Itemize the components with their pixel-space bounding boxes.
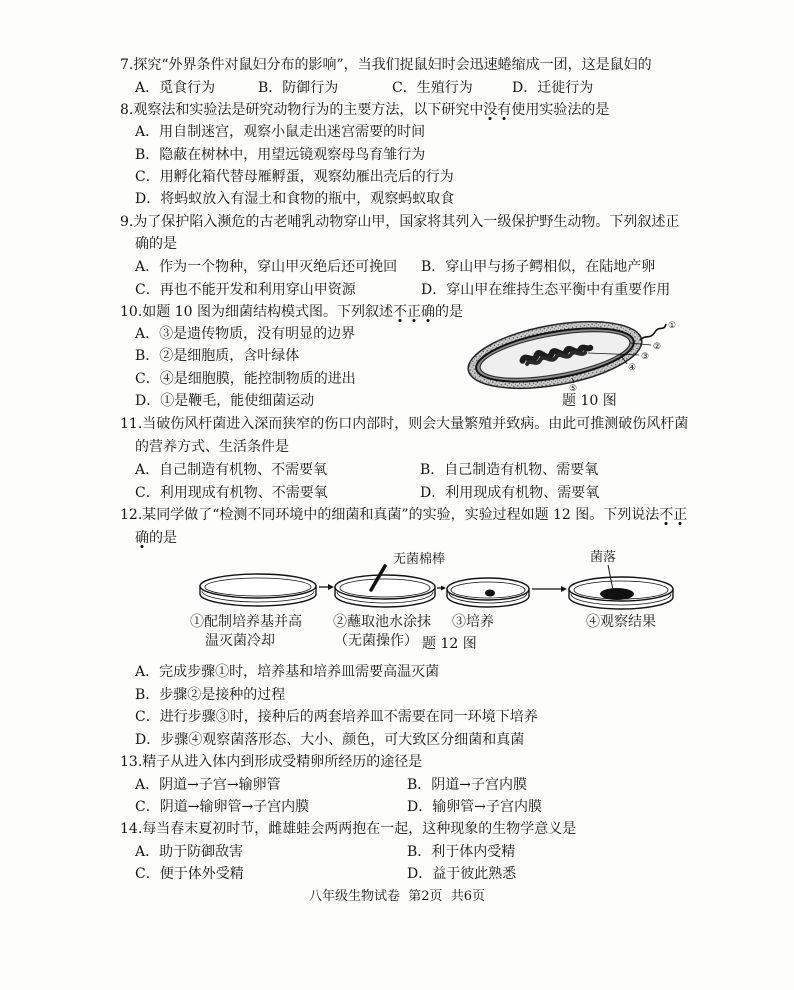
question-12-text-pre: 某同学做了“检测不同环境中的细菌和真菌”的实验，实验过程如题 12 图。下列说法 [142, 507, 660, 523]
question-7-option-d: D．迁徙行为 [512, 80, 594, 96]
arrow-2 [437, 586, 446, 591]
label-3: ③ [641, 352, 650, 362]
colony-label: 菌落 [590, 550, 617, 565]
flagellum [640, 324, 666, 340]
question-8-emphasis: 没有 [483, 102, 511, 121]
question-9-text-line2: 确的是 [135, 236, 177, 252]
question-10-option-b: B．②是细胞质，含叶绿体 [135, 348, 300, 364]
label-2: ② [653, 342, 662, 352]
question-7-text: 探究“外界条件对鼠妇分布的影响”，当我们捉鼠妇时会迅速蜷缩成一团，这是鼠妇的 [133, 57, 652, 73]
bacterium-structure-diagram [460, 310, 685, 395]
question-13-stem [120, 752, 422, 772]
question-10-text-pre: 如题 10 图为细菌结构模式图。下列叙述 [142, 304, 393, 320]
question-12-emphasis-1: 不正 [659, 507, 687, 526]
arrow-1 [319, 584, 334, 590]
question-8-text-post: 使用实验法的是 [511, 102, 610, 118]
question-11-text-line2: 的营养方式、生活条件是 [135, 439, 289, 455]
step-2-caption-line1: ②蘸取池水涂抹 [333, 614, 431, 630]
question-11-option-b: B．自己制造有机物、需要氧 [420, 462, 599, 478]
question-11-stem [120, 414, 688, 434]
question-7-option-a: A．觅食行为 [135, 80, 216, 96]
question-9-text-line1: 为了保护陷入濒危的古老哺乳动物穿山甲，国家将其列入一级保护野生动物。下列叙述正 [133, 214, 680, 230]
petri-dish-2 [335, 575, 435, 607]
page-footer: 八年级生物试卷 第2页 共6页 [308, 889, 486, 904]
question-12-text-post: 的是 [149, 530, 177, 546]
label-4: ④ [628, 363, 637, 373]
arrow-3 [532, 586, 567, 592]
petri-dish-3 [447, 578, 529, 607]
question-13-option-a: A．阴道→子宫→输卵管 [135, 777, 281, 793]
question-10-text-post: 的是 [434, 304, 463, 320]
question-9-option-c: C．再也不能开发和利用穿山甲资源 [135, 282, 356, 298]
question-12-stem [120, 505, 687, 525]
question-14-number: 14. [120, 821, 143, 837]
question-10-number: 10. [120, 304, 143, 320]
figure-12-caption: 题 12 图 [422, 636, 477, 652]
step-2-caption-line2: （无菌操作） [334, 633, 418, 649]
question-8-text-pre: 观察法和实验法是研究动物行为的主要方法，以下研究中 [133, 102, 484, 118]
question-14-stem [120, 819, 576, 839]
question-14-option-b: B．利于体内受精 [407, 844, 516, 860]
question-10-option-a: A．③是遗传物质，没有明显的边界 [135, 326, 356, 342]
question-11-option-a: A．自己制造有机物、不需要氧 [135, 462, 328, 478]
question-12-option-b: B．步骤②是接种的过程 [135, 687, 286, 703]
experiment-process-diagram [180, 540, 690, 612]
petri-dish-4 [569, 577, 673, 609]
question-9-stem [120, 212, 679, 232]
question-10-emphasis: 不正确 [393, 304, 435, 323]
question-10-option-c: C．④是细胞膜，能控制物质的进出 [135, 371, 356, 387]
question-9-option-b: B．穿山甲与扬子鳄相似，在陆地产卵 [421, 259, 656, 275]
question-12-number: 12. [120, 507, 143, 523]
question-11-number: 11. [120, 416, 143, 432]
question-10-option-d: D．①是鞭毛，能使细菌运动 [135, 393, 315, 409]
question-13-number: 13. [120, 754, 143, 770]
label-1: ① [668, 321, 677, 331]
swab-label: 无菌棉棒 [393, 552, 446, 567]
question-14-option-a: A．助于防御敌害 [135, 844, 244, 860]
question-7-stem [120, 55, 652, 75]
step-4-caption: ④观察结果 [586, 614, 656, 630]
question-13-text: 精子从进入体内到形成受精卵所经历的途径是 [142, 754, 423, 770]
question-8-stem [120, 100, 609, 120]
question-7-option-b: B．防御行为 [258, 80, 339, 96]
question-11-option-c: C．利用现成有机物、不需要氧 [135, 485, 328, 501]
question-8-option-d: D．将蚂蚁放入有湿土和食物的瓶中，观察蚂蚁取食 [135, 191, 455, 207]
step-3-caption: ③培养 [452, 614, 494, 630]
large-colony [600, 588, 634, 600]
label-5: ⑤ [569, 384, 578, 394]
question-7-number: 7. [120, 57, 134, 73]
question-13-option-b: B．阴道→子宫内膜 [407, 777, 528, 793]
question-11-option-d: D．利用现成有机物、需要氧 [420, 485, 600, 501]
question-14-option-c: C．便于体外受精 [135, 866, 244, 882]
question-12-stem-line2 [135, 528, 177, 548]
question-9-number: 9. [120, 214, 134, 230]
question-8-option-c: C．用孵化箱代替母雁孵蛋，观察幼雁出壳后的行为 [135, 169, 454, 185]
question-8-option-b: B．隐蔽在树林中，用望远镜观察母鸟育雏行为 [135, 147, 426, 163]
question-13-option-c: C．阴道→输卵管→子宫内膜 [135, 799, 310, 815]
small-colony [485, 590, 495, 597]
step-1-caption-line2: 温灭菌冷却 [205, 633, 275, 649]
question-12-option-c: C．进行步骤③时，接种后的两套培养皿不需要在同一环境下培养 [135, 709, 538, 725]
question-11-text-line1: 当破伤风杆菌进入深而狭窄的伤口内部时，则会大量繁殖并致病。由此可推测破伤风杆菌 [142, 416, 689, 432]
question-10-stem [120, 302, 463, 322]
question-12-option-d: D．步骤④观察菌落形态、大小、颜色，可大致区分细菌和真菌 [135, 732, 525, 748]
question-9-option-a: A．作为一个物种，穿山甲灭绝后还可挽回 [135, 259, 398, 275]
question-13-option-d: D．输卵管→子宫内膜 [407, 799, 542, 815]
question-8-option-a: A．用自制迷宫，观察小鼠走出迷宫需要的时间 [135, 124, 426, 140]
step-1-caption-line1: ①配制培养基并高 [190, 614, 302, 630]
figure-10-caption: 题 10 图 [562, 393, 617, 409]
question-12-option-a: A．完成步骤①时，培养基和培养皿需要高温灭菌 [135, 664, 440, 680]
question-7-option-c: C．生殖行为 [392, 80, 473, 96]
petri-dish-1 [200, 574, 316, 606]
question-14-text: 每当春末夏初时节，雌雄蛙会两两抱在一起，这种现象的生物学意义是 [142, 821, 577, 837]
question-9-option-d: D．穿山甲在维持生态平衡中有重要作用 [421, 282, 671, 298]
question-12-emphasis-2: 确 [135, 530, 149, 549]
question-8-number: 8. [120, 102, 134, 118]
question-14-option-d: D．益于彼此熟悉 [407, 866, 517, 882]
